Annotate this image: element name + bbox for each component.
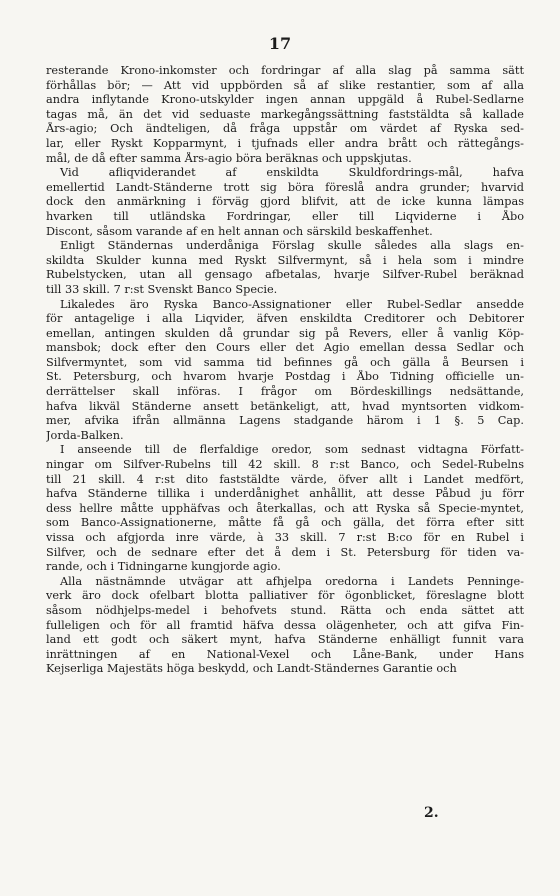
text-line: Silfvermyntet, som vid samma tid befinnes gå och gälla å Beursen i [46,355,524,369]
text-line: vissa och afgjorda inre värde, à 33 skill. 7 r:st B:co för en Rubel i [46,531,524,544]
text-line: hafva Ständerne tillika i underdånighet anhållit, att desse Påbud ju förr [46,487,524,501]
text-line: till 21 skill. 4 r:st dito faststäldte värde, öfver allt i Landet medfört, [46,472,524,486]
text-line: Rubelstycken, utan all gensago afbetalas, hvarje Silfver-Rubel beräknad [46,268,524,282]
text-line: land ett godt och säkert mynt, hafva Ständerne enhälligt funnit vara [46,633,524,647]
text-line: Jorda-Balken. [46,428,124,442]
text-line: mål, de då efter samma Års-agio böra beräknas och uppskjutas. [46,151,412,165]
text-line: verk äro dock ofelbart blotta palliativer för ögonblicket, föreslagne blott [46,589,524,603]
text-line: dess hellre måtte upphäfvas och återkallas, och att Ryska så Specie-myntet, [46,501,524,515]
paragraph [46,64,524,166]
text-line: skildta Skulder kunna med Ryskt Silfvermynt, så i hela som i mindre [46,253,524,267]
text-line: Silfver, och de sednare efter det å dem i St. Petersburg för tiden va- [46,545,524,559]
text-line: ningar om Silfver-Rubelns till 42 skill. 8 r:st Banco, och Sedel-Rubelns [46,458,524,472]
page-number: 17 [268,34,292,53]
text-line: Discont, såsom varande af en helt annan och särskild beskaffenhet. [46,224,433,238]
text-line: såsom nödhjelps-medel i behofvets stund. Rätta och enda sättet att [46,603,524,617]
text-line: tagas må, än det vid seduaste markegångssättning faststäldta så kallade [46,107,524,121]
text-line: hafva likväl Ständerne ansett betänkeligt, att, hvad myntsorten vidkom- [46,399,524,413]
text-line: emellan, antingen skulden då grundar sig på Revers, eller å vanlig Köp- [46,326,524,340]
text-line: lar, eller Ryskt Kopparmynt, i tjufnads eller andra brått och rättegångs- [46,136,524,150]
text-line: I anseende till de flerfaldige oredor, som sednast vidtagna Författ- [60,443,524,457]
text-line: som Banco-Assignationerne, måtte få gå och gälla, det förra efter sitt [46,516,524,530]
text-line: till 33 skill. 7 r:st Svenskt Banco Specie. [46,282,278,296]
text-line: mer, afvika ifrån allmänna Lagens stadgande härom i 1 §. 5 Cap. [46,414,524,428]
text-line: Alla nästnämnde utvägar att afhjelpa oredorna i Landets Penninge- [60,574,524,588]
text-line: förhållas bör; — Att vid uppbörden så af slike restantier, som af alla [46,78,524,92]
text-line: inrättningen af en National-Vexel och Låne-Bank, under Hans [46,647,524,661]
text-line: för antagelige i alla Liqvider, äfven enskildta Creditorer och Debitorer [46,312,524,326]
text-line: fulleligen och för all framtid häfva dessa olägenheter, och att gifva Fin- [46,618,524,632]
paragraph [46,298,524,444]
text-line: rande, och i Tidningarne kungjorde agio. [46,560,281,574]
text-line: hvarken till utländska Fordringar, eller till Liqviderne i Åbo [46,209,524,223]
text-line: Enligt Ständernas underdåniga Förslag skulle således alla slags en- [60,239,524,253]
text-line: emellertid Landt-Ständerne trott sig böra föreslå andra grunder; hvarvid [46,180,524,194]
paragraph [46,239,524,297]
text-line: Kejserliga Majestäts höga beskydd, och Landt-Ständernes Garantie och [46,662,457,676]
text-line: derrättelser skall införas. I frågor om Bördeskillings nedsättande, [46,385,524,399]
text-line: dock den anmärkning i förväg gjord blifvit, att de icke kunna lämpas [46,195,524,209]
text-line: resterande Krono-inkomster och fordringar af alla slag på samma sätt [46,64,524,77]
paragraph [46,166,524,239]
paragraph [46,443,524,574]
text-line: St. Petersburg, och hvarom hvarje Postdag i Åbo Tidning officielle un- [46,370,524,384]
text-line: Vid afliqviderandet af enskildta Skuldfordrings-mål, hafva [60,166,524,180]
text-line: Års-agio; Och ändteligen, då fråga uppstår om värdet af Ryska sed- [46,122,524,136]
signature-mark: 2. [424,805,439,821]
body-text [46,64,524,677]
text-line: andra inflytande Krono-utskylder ingen annan uppgäld å Rubel-Sedlarne [46,93,524,107]
text-line: Likaledes äro Ryska Banco-Assignationer eller Rubel-Sedlar ansedde [60,297,524,311]
paragraph [46,575,524,677]
text-line: mansbok; dock efter den Cours eller det Agio emellan dessa Sedlar och [46,341,524,355]
